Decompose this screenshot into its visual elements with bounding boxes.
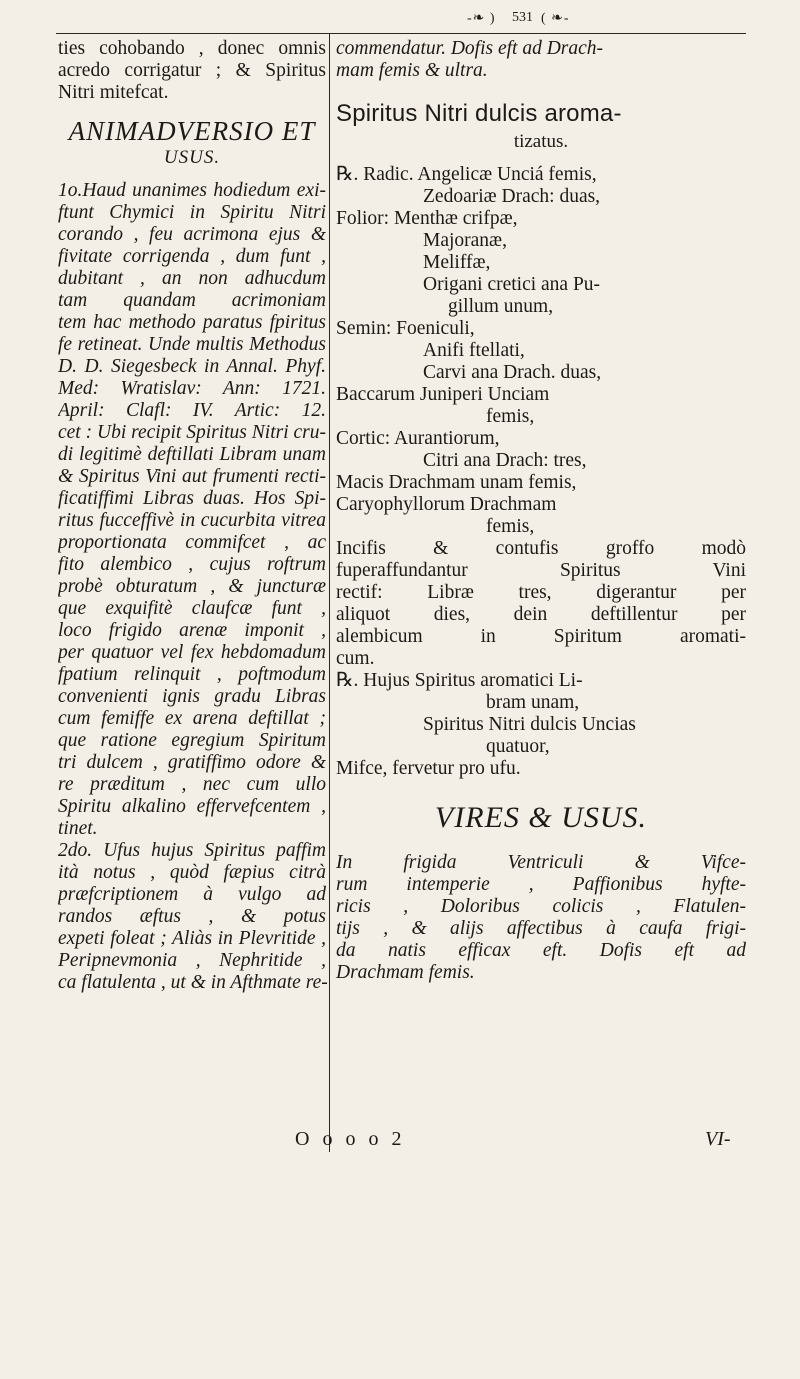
text-line: aliquot dies, dein deftillentur per: [336, 604, 746, 625]
text-line: & Spiritus Vini aut frumenti recti-: [58, 466, 326, 487]
text-line: ità notus , quòd fæpius citrà: [58, 862, 326, 883]
text-line: fpatium relinquit , poftmodum: [58, 664, 326, 685]
ingredient-line: Origani cretici ana Pu-: [423, 274, 601, 295]
text-line: mam femis & ultra.: [336, 60, 488, 81]
text-line: ficatiffimi Libras duas. Hos Spi-: [58, 488, 326, 509]
ingredient-line: femis,: [486, 406, 535, 427]
header-rule: [56, 33, 746, 34]
text-line: fe retineat. Unde multis Methodus: [58, 334, 326, 355]
text-line: 1o.Haud unanimes hodiedum exi-: [58, 180, 326, 201]
ingredient-line: Carvi ana Drach. duas,: [423, 362, 602, 383]
section-heading-vires: VIRES & USUS.: [434, 801, 648, 834]
text-line: April: Clafl: IV. Artic: 12.: [58, 400, 326, 421]
recipe-instructions: [336, 538, 746, 670]
text-line: fito alembico , cujus roftrum: [58, 554, 326, 575]
right-top-text: [336, 38, 746, 82]
left-column: [58, 38, 326, 994]
text-line: tri dulcem , gratiffimo odore &: [58, 752, 326, 773]
text-line: fuperaffundantur Spiritus Vini: [336, 560, 746, 581]
ingredient-line: ℞. Hujus Spiritus aromatici Li-: [336, 670, 583, 691]
text-line: dubitant , an non adhucdum: [58, 268, 326, 289]
text-line: randos æftus , & potus: [58, 906, 326, 927]
text-line: Incifis & contufis groffo modò: [336, 538, 746, 559]
recipe-closing: Mifce, fervetur pro ufu.: [336, 758, 521, 779]
text-line: In frigida Ventriculi & Vifce-: [336, 852, 746, 873]
ingredient-line: ℞. Radic. Angelicæ Unciá femis,: [336, 164, 597, 185]
text-line: Drachmam femis.: [336, 962, 475, 983]
text-line: tam quandam acrimoniam: [58, 290, 326, 311]
text-line: alembicum in Spiritum aromati-: [336, 626, 746, 647]
text-line: ca flatulenta , ut & in Afthmate re-: [58, 972, 328, 993]
text-line: tijs , & alijs affectibus à caufa frigi-: [336, 918, 746, 939]
text-line: ritus fucceffivè in cucurbita vitrea: [58, 510, 326, 531]
ingredient-line: Baccarum Juniperi Unciam: [336, 384, 550, 405]
text-line: ties cohobando , donec omnis: [58, 38, 326, 59]
ingredient-line: Meliffæ,: [423, 252, 491, 273]
ingredient-line: gillum unum,: [448, 296, 554, 317]
text-line: convenienti ignis gradu Libras: [58, 686, 326, 707]
text-line: tinet.: [58, 818, 98, 839]
text-line: acredo corrigatur ; & Spiritus: [58, 60, 326, 81]
text-line: cum.: [336, 648, 375, 669]
section-heading-animadversio: ANIMADVERSIO ET: [68, 116, 316, 146]
text-line: Med: Wratislav: Ann: 1721.: [58, 378, 326, 399]
second-recipe: [336, 670, 746, 758]
text-line: rum intemperie , Paffionibus hyfte-: [336, 874, 746, 895]
text-line: proportionata commifcet , ac: [58, 532, 326, 553]
text-line: præfcriptionem à vulgo ad: [58, 884, 326, 905]
text-line: cet : Ubi recipit Spiritus Nitri cru-: [58, 422, 326, 443]
ingredient-line: Macis Drachmam unam femis,: [336, 472, 577, 493]
text-line: commendatur. Dofis eft ad Drach-: [336, 38, 604, 59]
ingredient-line: Cortic: Aurantiorum,: [336, 428, 500, 449]
text-line: Spiritu alkalino effervefcentem ,: [58, 796, 326, 817]
ingredient-line: Spiritus Nitri dulcis Uncias: [423, 714, 636, 735]
text-line: loco frigido arenæ imponit ,: [58, 620, 326, 641]
ingredient-line: Caryophyllorum Drachmam: [336, 494, 557, 515]
text-line: re præditum , nec cum ullo: [58, 774, 326, 795]
header-ornament-right: ( ❧-: [541, 11, 570, 26]
ingredient-line: quatuor,: [486, 736, 550, 757]
text-line: probè obturatum , & juncturæ: [58, 576, 326, 597]
text-line: rectif: Libræ tres, digerantur per: [336, 582, 746, 603]
header-ornament-left: -❧ ): [467, 11, 496, 26]
text-line: Nitri mitefcat.: [58, 82, 169, 103]
recipe-title: Spiritus Nitri dulcis aroma-: [336, 100, 622, 127]
left-body-text: [58, 180, 326, 994]
text-line: di legitimè deftillati Libram unam: [58, 444, 326, 465]
ingredient-line: Citri ana Drach: tres,: [423, 450, 587, 471]
text-line: cum femiffe ex arena deftillat ;: [58, 708, 326, 729]
ingredient-line: Folior: Menthæ crifpæ,: [336, 208, 518, 229]
text-line: que exquifitè claufcæ funt ,: [58, 598, 326, 619]
signature-mark: O o o o 2: [295, 1128, 406, 1150]
ingredient-line: bram unam,: [486, 692, 580, 713]
recipe-ingredients: [336, 164, 746, 538]
left-top-text: [58, 38, 326, 104]
text-line: expeti foleat ; Aliàs in Plevritide ,: [58, 928, 326, 949]
text-line: corando , feu acrimona ejus &: [58, 224, 326, 245]
text-line: ftunt Chymici in Spiritu Nitri: [58, 202, 326, 223]
text-line: Peripnevmonia , Nephritide ,: [58, 950, 326, 971]
text-line: que ratione egregium Spiritum: [58, 730, 326, 751]
text-line: D. D. Siegesbeck in Annal. Phyf.: [58, 356, 326, 377]
page-number: 531: [512, 10, 533, 25]
catchword: VI-: [705, 1128, 731, 1150]
text-line: da natis efficax eft. Dofis eft ad: [336, 940, 746, 961]
right-column: [336, 38, 746, 984]
running-header: [0, 8, 800, 28]
vires-body-text: [336, 852, 746, 984]
text-line: fivitate corrigenda , dum funt ,: [58, 246, 326, 267]
text-line: tem hac methodo paratus fpiritus: [58, 312, 326, 333]
text-line: 2do. Ufus hujus Spiritus paffim: [58, 840, 326, 861]
ingredient-line: Anifi ftellati,: [423, 340, 525, 361]
text-line: per quatuor vel fex hebdomadum: [58, 642, 326, 663]
ingredient-line: Semin: Foeniculi,: [336, 318, 475, 339]
ingredient-line: Majoranæ,: [423, 230, 507, 251]
ingredient-line: Zedoariæ Drach: duas,: [423, 186, 601, 207]
recipe-subtitle: tizatus.: [513, 131, 569, 152]
section-subheading-usus: USUS.: [163, 147, 221, 168]
column-divider: [329, 34, 330, 1152]
ingredient-line: femis,: [486, 516, 535, 537]
text-line: ricis , Doloribus colicis , Flatulen-: [336, 896, 746, 917]
